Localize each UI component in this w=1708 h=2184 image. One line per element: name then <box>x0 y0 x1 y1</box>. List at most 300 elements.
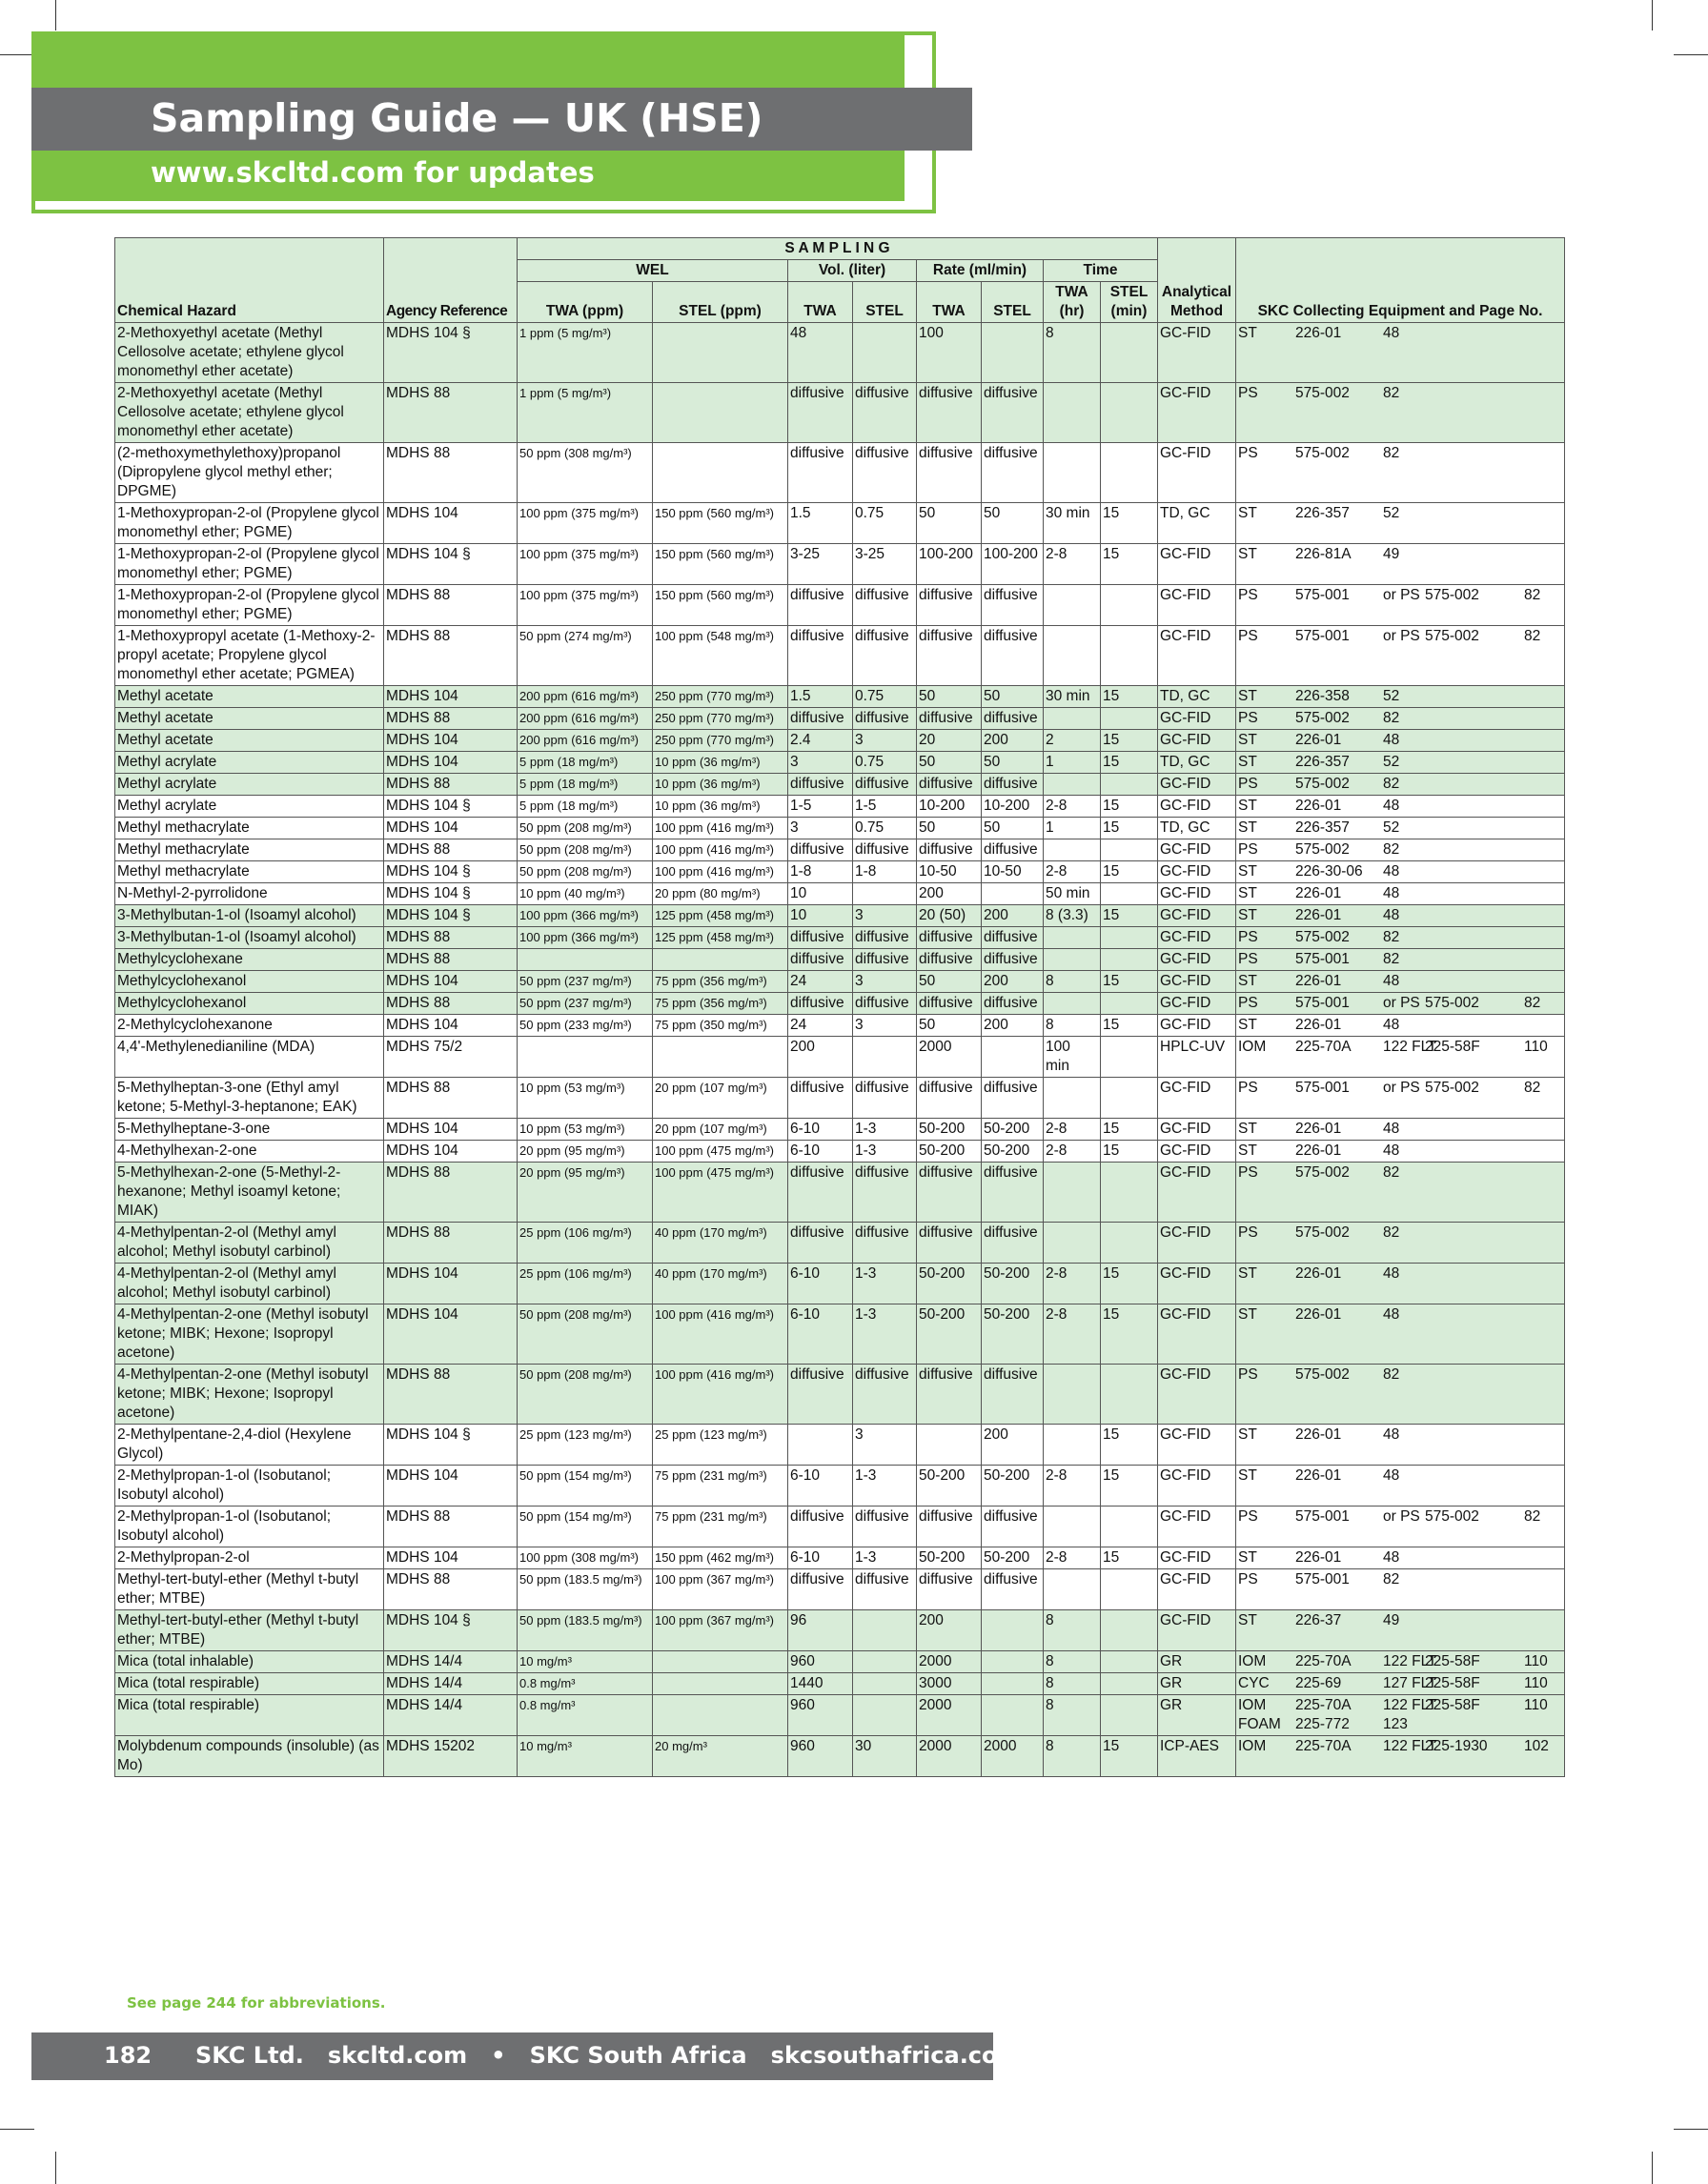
table-row <box>115 1466 1565 1507</box>
col-header-stel-ppm: STEL (ppm) <box>653 282 788 323</box>
vol-twa-cell: diffusive <box>788 585 853 626</box>
chemical-cell: 5-Methylheptan-3-one (Ethyl amyl ketone; 5-Methyl-3-heptanone; EAK) <box>115 1078 384 1119</box>
time-stel-cell <box>1101 626 1158 686</box>
equipment-part: 82 <box>1383 385 1400 401</box>
equipment-cell <box>1236 1304 1565 1365</box>
rate-twa-cell: 50 <box>917 686 982 708</box>
col-header-time-stel: STEL (min) <box>1101 282 1158 323</box>
stel-ppm-cell: 100 ppm (416 mg/m³) <box>653 1365 788 1425</box>
table-row <box>115 752 1565 774</box>
time-stel-cell <box>1101 1569 1158 1610</box>
equipment-line <box>1238 627 1562 646</box>
equipment-part: 48 <box>1383 1426 1400 1443</box>
equipment-part <box>1425 819 1524 838</box>
equipment-line <box>1238 1715 1562 1734</box>
equipment-part: 575-001 <box>1295 1508 1350 1525</box>
col-header-twa-ppm: TWA (ppm) <box>518 282 653 323</box>
equipment-line <box>1238 1548 1562 1567</box>
rate-twa-cell: diffusive <box>917 1507 982 1547</box>
equipment-part <box>1425 797 1524 816</box>
time-stel-cell <box>1101 1365 1158 1425</box>
vol-stel-cell: 1-3 <box>853 1466 917 1507</box>
page-footer <box>31 2032 1035 2080</box>
equipment-part <box>1524 504 1562 523</box>
equipment-line <box>1238 1696 1562 1715</box>
chemical-cell: Mica (total respirable) <box>115 1695 384 1736</box>
rate-stel-cell: 50-200 <box>982 1119 1044 1141</box>
equipment-part <box>1524 884 1562 903</box>
equipment-part <box>1425 1570 1524 1589</box>
time-twa-cell: 2-8 <box>1044 544 1101 585</box>
equipment-part <box>1425 906 1524 925</box>
time-stel-cell <box>1101 323 1158 383</box>
rate-twa-cell: diffusive <box>917 774 982 796</box>
time-stel-cell <box>1101 927 1158 949</box>
rate-stel-cell <box>982 1695 1044 1736</box>
method-cell: GC-FID <box>1158 796 1236 818</box>
equipment-part: 575-001 <box>1295 587 1350 603</box>
equipment-cell <box>1236 1141 1565 1163</box>
equipment-part: 226-358 <box>1295 688 1350 704</box>
vol-twa-cell: diffusive <box>788 993 853 1015</box>
agency-cell: MDHS 104 § <box>384 1610 518 1651</box>
rate-stel-cell: diffusive <box>982 1078 1044 1119</box>
vol-stel-cell: 1-3 <box>853 1141 917 1163</box>
time-twa-cell: 2-8 <box>1044 1264 1101 1304</box>
equipment-part: 225-58F <box>1425 1697 1480 1713</box>
vol-stel-cell: diffusive <box>853 1163 917 1223</box>
chemical-cell: Methylcyclohexane <box>115 949 384 971</box>
time-stel-cell <box>1101 1078 1158 1119</box>
rate-stel-cell: 50-200 <box>982 1264 1044 1304</box>
twa-ppm-cell: 200 ppm (616 mg/m³) <box>518 708 653 730</box>
method-cell: GR <box>1158 1651 1236 1673</box>
vol-twa-cell: 48 <box>788 323 853 383</box>
agency-cell: MDHS 88 <box>384 1365 518 1425</box>
stel-ppm-cell: 20 ppm (80 mg/m³) <box>653 883 788 905</box>
method-cell: GC-FID <box>1158 1466 1236 1507</box>
time-twa-cell: 2-8 <box>1044 796 1101 818</box>
table-row <box>115 383 1565 443</box>
agency-cell: MDHS 88 <box>384 383 518 443</box>
equipment-part <box>1524 1016 1562 1035</box>
method-cell: ICP-AES <box>1158 1736 1236 1777</box>
equipment-line <box>1238 1426 1562 1445</box>
method-cell: GC-FID <box>1158 1507 1236 1547</box>
equipment-part: 122 FLT <box>1383 1697 1437 1713</box>
equipment-part: CYC <box>1238 1675 1270 1691</box>
crop-mark <box>55 0 56 30</box>
equipment-line <box>1238 1038 1562 1057</box>
method-cell: GC-FID <box>1158 383 1236 443</box>
time-twa-cell: 1 <box>1044 752 1101 774</box>
chemical-cell: 2-Methylpropan-1-ol (Isobutanol; Isobutyl alcohol) <box>115 1466 384 1507</box>
time-stel-cell <box>1101 883 1158 905</box>
stel-ppm-cell <box>653 1673 788 1695</box>
equipment-part <box>1425 1223 1524 1243</box>
twa-ppm-cell: 200 ppm (616 mg/m³) <box>518 686 653 708</box>
agency-cell: MDHS 104 § <box>384 544 518 585</box>
equipment-cell <box>1236 1569 1565 1610</box>
twa-ppm-cell: 20 ppm (95 mg/m³) <box>518 1163 653 1223</box>
equipment-part <box>1425 950 1524 969</box>
equipment-line <box>1238 1674 1562 1693</box>
equipment-part <box>1425 731 1524 750</box>
vol-stel-cell: 1-3 <box>853 1547 917 1569</box>
col-header-agency: Agency Reference <box>384 238 518 323</box>
agency-cell: MDHS 88 <box>384 626 518 686</box>
rate-stel-cell: 50-200 <box>982 1304 1044 1365</box>
chemical-cell: 4-Methylpentan-2-one (Methyl isobutyl ketone; MIBK; Hexone; Isopropyl acetone) <box>115 1304 384 1365</box>
equipment-part <box>1524 1611 1562 1630</box>
crop-mark <box>0 2129 34 2130</box>
vol-stel-cell: diffusive <box>853 774 917 796</box>
rate-twa-cell: 50 <box>917 818 982 839</box>
vol-stel-cell: 1-3 <box>853 1264 917 1304</box>
equipment-cell <box>1236 443 1565 503</box>
stel-ppm-cell: 250 ppm (770 mg/m³) <box>653 730 788 752</box>
vol-twa-cell: 24 <box>788 1015 853 1037</box>
equipment-part <box>1524 928 1562 947</box>
twa-ppm-cell: 10 mg/m³ <box>518 1736 653 1777</box>
vol-stel-cell: diffusive <box>853 383 917 443</box>
agency-cell: MDHS 88 <box>384 708 518 730</box>
stel-ppm-cell <box>653 1037 788 1078</box>
sampling-table <box>114 237 1565 1777</box>
agency-cell: MDHS 104 § <box>384 905 518 927</box>
agency-cell: MDHS 104 <box>384 752 518 774</box>
vol-twa-cell: 6-10 <box>788 1304 853 1365</box>
chemical-cell: Methyl methacrylate <box>115 861 384 883</box>
rate-stel-cell: diffusive <box>982 1223 1044 1264</box>
equipment-part: ST <box>1238 1143 1257 1159</box>
equipment-cell <box>1236 544 1565 585</box>
equipment-part: 82 <box>1524 628 1541 644</box>
equipment-part: 226-01 <box>1295 798 1342 814</box>
rate-stel-cell: diffusive <box>982 1507 1044 1547</box>
vol-stel-cell: diffusive <box>853 993 917 1015</box>
equipment-part: PS <box>1238 1366 1258 1383</box>
chemical-cell: 2-Methoxyethyl acetate (Methyl Cellosolve acetate; ethylene glycol monomethyl ether acetate) <box>115 383 384 443</box>
equipment-line <box>1238 1570 1562 1589</box>
rate-twa-cell: 10-50 <box>917 861 982 883</box>
rate-stel-cell: diffusive <box>982 585 1044 626</box>
equipment-part: 82 <box>1383 1164 1400 1181</box>
equipment-part: 82 <box>1383 841 1400 858</box>
rate-twa-cell: diffusive <box>917 1569 982 1610</box>
rate-twa-cell: 50-200 <box>917 1547 982 1569</box>
time-twa-cell <box>1044 1425 1101 1466</box>
rate-twa-cell: 100 <box>917 323 982 383</box>
equipment-part: 82 <box>1383 951 1400 967</box>
agency-cell: MDHS 104 <box>384 1015 518 1037</box>
col-header-rate-stel: STEL <box>982 282 1044 323</box>
equipment-part: 225-70A <box>1295 1738 1352 1754</box>
equipment-cell <box>1236 1037 1565 1078</box>
equipment-cell <box>1236 1547 1565 1569</box>
rate-stel-cell: 50 <box>982 818 1044 839</box>
equipment-part: 110 <box>1524 1653 1548 1669</box>
table-row <box>115 774 1565 796</box>
equipment-part: 575-001 <box>1295 1080 1350 1096</box>
chemical-cell: 2-Methylpentane-2,4-diol (Hexylene Glycol) <box>115 1425 384 1466</box>
table-row <box>115 1425 1565 1466</box>
agency-cell: MDHS 104 § <box>384 861 518 883</box>
agency-cell: MDHS 104 § <box>384 883 518 905</box>
equipment-part: 48 <box>1383 1265 1400 1282</box>
equipment-part: 127 FLT <box>1383 1675 1437 1691</box>
equipment-part: 49 <box>1383 1612 1400 1628</box>
vol-twa-cell: diffusive <box>788 1365 853 1425</box>
equipment-cell <box>1236 323 1565 383</box>
equipment-part: 110 <box>1524 1697 1548 1713</box>
equipment-line <box>1238 840 1562 859</box>
equipment-part: PS <box>1238 587 1258 603</box>
equipment-part: 225-58F <box>1425 1039 1480 1055</box>
chemical-cell: Methyl-tert-butyl-ether (Methyl t-butyl ether; MTBE) <box>115 1569 384 1610</box>
time-twa-cell <box>1044 1365 1101 1425</box>
rate-stel-cell: 200 <box>982 1015 1044 1037</box>
table-row <box>115 1264 1565 1304</box>
equipment-part: 48 <box>1383 885 1400 901</box>
rate-stel-cell: diffusive <box>982 927 1044 949</box>
agency-cell: MDHS 104 § <box>384 796 518 818</box>
equipment-part: 575-001 <box>1295 628 1350 644</box>
twa-ppm-cell: 50 ppm (208 mg/m³) <box>518 839 653 861</box>
equipment-part <box>1524 324 1562 343</box>
vol-twa-cell: 24 <box>788 971 853 993</box>
agency-cell: MDHS 88 <box>384 1163 518 1223</box>
equipment-cell <box>1236 883 1565 905</box>
twa-ppm-cell: 50 ppm (154 mg/m³) <box>518 1466 653 1507</box>
equipment-line <box>1238 1611 1562 1630</box>
rate-twa-cell: 50-200 <box>917 1304 982 1365</box>
equipment-part: PS <box>1238 445 1258 461</box>
equipment-part <box>1524 545 1562 564</box>
equipment-part: 48 <box>1383 1143 1400 1159</box>
equipment-part: FOAM <box>1238 1716 1281 1732</box>
time-twa-cell <box>1044 1569 1101 1610</box>
equipment-line <box>1238 384 1562 403</box>
equipment-part: ST <box>1238 688 1257 704</box>
equipment-part <box>1524 1570 1562 1589</box>
vol-twa-cell: 6-10 <box>788 1264 853 1304</box>
method-cell: TD, GC <box>1158 818 1236 839</box>
method-cell: GC-FID <box>1158 544 1236 585</box>
method-cell: HPLC-UV <box>1158 1037 1236 1078</box>
equipment-part: 122 FLT <box>1383 1653 1437 1669</box>
rate-twa-cell: diffusive <box>917 1365 982 1425</box>
vol-twa-cell: 3 <box>788 752 853 774</box>
equipment-part: ST <box>1238 505 1257 521</box>
col-header-equipment: SKC Collecting Equipment and Page No. <box>1236 238 1565 323</box>
crop-mark <box>1652 0 1653 30</box>
chemical-cell: 1-Methoxypropan-2-ol (Propylene glycol monomethyl ether; PGME) <box>115 544 384 585</box>
equipment-part <box>1524 1548 1562 1567</box>
vol-stel-cell: diffusive <box>853 1365 917 1425</box>
rate-twa-cell: diffusive <box>917 1078 982 1119</box>
time-stel-cell <box>1101 1507 1158 1547</box>
equipment-cell <box>1236 971 1565 993</box>
rate-stel-cell: diffusive <box>982 1163 1044 1223</box>
time-twa-cell <box>1044 993 1101 1015</box>
equipment-cell <box>1236 1365 1565 1425</box>
equipment-part: 48 <box>1383 798 1400 814</box>
equipment-part <box>1524 862 1562 881</box>
time-stel-cell: 15 <box>1101 686 1158 708</box>
table-row <box>115 1078 1565 1119</box>
abbreviations-note: See page 244 for abbreviations. <box>127 1994 386 2012</box>
equipment-part <box>1425 972 1524 991</box>
equipment-cell <box>1236 752 1565 774</box>
method-cell: GC-FID <box>1158 443 1236 503</box>
equipment-part: 110 <box>1524 1675 1548 1691</box>
equipment-part: 225-69 <box>1295 1675 1342 1691</box>
vol-twa-cell: diffusive <box>788 1569 853 1610</box>
chemical-cell: 2-Methylpropan-1-ol (Isobutanol; Isobutyl alcohol) <box>115 1507 384 1547</box>
table-row <box>115 626 1565 686</box>
equipment-part: ST <box>1238 1467 1257 1484</box>
equipment-part: 48 <box>1383 1121 1400 1137</box>
time-stel-cell: 15 <box>1101 730 1158 752</box>
equipment-part <box>1524 1365 1562 1385</box>
vol-stel-cell: diffusive <box>853 585 917 626</box>
equipment-part: ST <box>1238 1612 1257 1628</box>
equipment-line <box>1238 1016 1562 1035</box>
stel-ppm-cell <box>653 1695 788 1736</box>
time-stel-cell <box>1101 1695 1158 1736</box>
twa-ppm-cell: 5 ppm (18 mg/m³) <box>518 752 653 774</box>
equipment-part: 48 <box>1383 325 1400 341</box>
equipment-part: PS <box>1238 385 1258 401</box>
chemical-cell: 5-Methylhexan-2-one (5-Methyl-2-hexanone; Methyl isoamyl ketone; MIAK) <box>115 1163 384 1223</box>
equipment-part <box>1425 1365 1524 1385</box>
chemical-cell: Methyl methacrylate <box>115 839 384 861</box>
footer-text: SKC Ltd. skcltd.com • SKC South Africa skcsouthafrica.co.za <box>195 2042 1035 2069</box>
vol-twa-cell: diffusive <box>788 927 853 949</box>
equipment-part: 226-01 <box>1295 1121 1342 1137</box>
equipment-cell <box>1236 585 1565 626</box>
time-twa-cell: 8 (3.3) <box>1044 905 1101 927</box>
equipment-part: PS <box>1238 951 1258 967</box>
agency-cell: MDHS 88 <box>384 1223 518 1264</box>
equipment-part: ST <box>1238 863 1257 880</box>
equipment-part: 226-01 <box>1295 1306 1342 1323</box>
chemical-cell: 1-Methoxypropan-2-ol (Propylene glycol monomethyl ether; PGME) <box>115 503 384 544</box>
equipment-part <box>1524 687 1562 706</box>
rate-stel-cell: 10-200 <box>982 796 1044 818</box>
table-row <box>115 839 1565 861</box>
table-row <box>115 544 1565 585</box>
stel-ppm-cell: 125 ppm (458 mg/m³) <box>653 927 788 949</box>
page-subtitle-link[interactable]: www.skcltd.com for updates <box>151 156 595 189</box>
equipment-part: 575-002 <box>1425 995 1479 1011</box>
chemical-cell: 3-Methylbutan-1-ol (Isoamyl alcohol) <box>115 927 384 949</box>
equipment-part: ST <box>1238 1017 1257 1033</box>
rate-twa-cell: diffusive <box>917 383 982 443</box>
equipment-part: 575-002 <box>1295 385 1350 401</box>
equipment-part: IOM <box>1238 1653 1267 1669</box>
chemical-cell: Methyl acetate <box>115 730 384 752</box>
time-stel-cell: 15 <box>1101 503 1158 544</box>
time-twa-cell: 2 <box>1044 730 1101 752</box>
equipment-part <box>1524 1142 1562 1161</box>
rate-stel-cell: 50-200 <box>982 1141 1044 1163</box>
table-row <box>115 1695 1565 1736</box>
col-header-time-twa: TWA (hr) <box>1044 282 1101 323</box>
rate-twa-cell: diffusive <box>917 626 982 686</box>
chemical-cell: Methyl acrylate <box>115 796 384 818</box>
equipment-part <box>1425 1163 1524 1183</box>
equipment-part: ST <box>1238 732 1257 748</box>
table-row <box>115 730 1565 752</box>
vol-stel-cell: diffusive <box>853 1223 917 1264</box>
vol-twa-cell: 1440 <box>788 1673 853 1695</box>
equipment-part: 225-70A <box>1295 1653 1352 1669</box>
chemical-cell: 1-Methoxypropan-2-ol (Propylene glycol monomethyl ether; PGME) <box>115 585 384 626</box>
vol-stel-cell: 1-8 <box>853 861 917 883</box>
time-twa-cell: 8 <box>1044 1673 1101 1695</box>
equipment-part: 82 <box>1383 776 1400 792</box>
equipment-part: 82 <box>1383 710 1400 726</box>
twa-ppm-cell <box>518 949 653 971</box>
equipment-cell <box>1236 818 1565 839</box>
equipment-part <box>1425 1548 1524 1567</box>
rate-twa-cell: 50 <box>917 1015 982 1037</box>
stel-ppm-cell <box>653 443 788 503</box>
table-row <box>115 883 1565 905</box>
crop-mark <box>1674 2129 1708 2130</box>
chemical-cell: 1-Methoxypropyl acetate (1-Methoxy-2-propyl acetate; Propylene glycol monomethyl ether acetate; PGMEA) <box>115 626 384 686</box>
twa-ppm-cell: 50 ppm (308 mg/m³) <box>518 443 653 503</box>
equipment-line <box>1238 1223 1562 1243</box>
table-row <box>115 796 1565 818</box>
vol-stel-cell <box>853 1651 917 1673</box>
vol-twa-cell: 6-10 <box>788 1119 853 1141</box>
equipment-cell <box>1236 993 1565 1015</box>
table-row <box>115 971 1565 993</box>
table-row <box>115 1365 1565 1425</box>
agency-cell: MDHS 88 <box>384 993 518 1015</box>
twa-ppm-cell: 50 ppm (154 mg/m³) <box>518 1507 653 1547</box>
rate-twa-cell: diffusive <box>917 993 982 1015</box>
vol-twa-cell: 2.4 <box>788 730 853 752</box>
chemical-cell: 5-Methylheptane-3-one <box>115 1119 384 1141</box>
time-twa-cell: 2-8 <box>1044 1547 1101 1569</box>
twa-ppm-cell: 100 ppm (375 mg/m³) <box>518 585 653 626</box>
rate-twa-cell <box>917 1425 982 1466</box>
time-twa-cell: 8 <box>1044 1736 1101 1777</box>
equipment-part: PS <box>1238 776 1258 792</box>
twa-ppm-cell: 200 ppm (616 mg/m³) <box>518 730 653 752</box>
time-stel-cell: 15 <box>1101 1466 1158 1507</box>
vol-twa-cell: diffusive <box>788 708 853 730</box>
twa-ppm-cell: 10 ppm (40 mg/m³) <box>518 883 653 905</box>
time-twa-cell <box>1044 839 1101 861</box>
time-twa-cell <box>1044 708 1101 730</box>
table-row <box>115 861 1565 883</box>
stel-ppm-cell: 40 ppm (170 mg/m³) <box>653 1223 788 1264</box>
agency-cell: MDHS 104 <box>384 818 518 839</box>
method-cell: GC-FID <box>1158 883 1236 905</box>
equipment-line <box>1238 1652 1562 1671</box>
chemical-cell: Mica (total inhalable) <box>115 1651 384 1673</box>
chemical-cell: Methyl acetate <box>115 686 384 708</box>
equipment-part: 122 FLT <box>1383 1039 1437 1055</box>
twa-ppm-cell: 5 ppm (18 mg/m³) <box>518 774 653 796</box>
table-row <box>115 708 1565 730</box>
group-header-sampling: S A M P L I N G <box>518 238 1158 260</box>
